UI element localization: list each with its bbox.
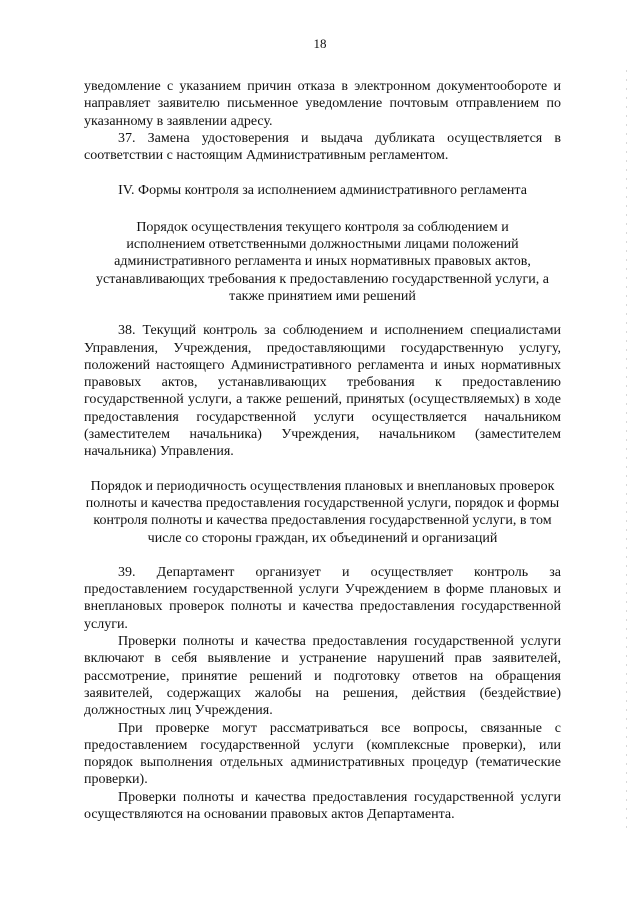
heading-current-control: Порядок осуществления текущего контроля за соблюдением и исполнением ответственными должностными лицами положений административного регламента и иных нормативных правовых актов, устанавливающих требования к предоставлению государственной услуги, а также принятием ими решений xyxy=(96,219,549,304)
paragraph-37: 37. Замена удостоверения и выдача дубликата осуществляется в соответствии с настоящим Административным регламентом. xyxy=(84,130,561,164)
section-title-iv: IV. Формы контроля за исполнением административного регламента xyxy=(118,183,527,199)
scan-edge-mark xyxy=(626,70,627,830)
document-body xyxy=(84,78,561,823)
paragraph-39-checks: Проверки полноты и качества предоставления государственной услуги включают в себя выявление и устранение нарушений прав заявителей, рассмотрение, принятие решений и подготовку ответов на обращения заявителей, содержащих жалобы на решения, действия (бездействие) должностных лиц Учреждения. xyxy=(84,634,561,719)
paragraph-39: 39. Департамент организует и осуществляет контроль за предоставлением государственной услуги Учреждением в форме плановых и внеплановых проверок полноты и качества предоставления государственной услуги. xyxy=(84,564,561,632)
paragraph-38: 38. Текущий контроль за соблюдением и исполнением специалистами Управления, Учреждения, предоставляющими государственную услугу, положений настоящего Административного регламента и иных нормативных правовых актов, устанавливающих требования к предоставлению государственной услуги, а также решений, принятых (осуществляемых) в ходе предоставления государственной услуги осуществляется начальником (заместителем начальника) Учреждения, начальником (заместителем начальника) Управления. xyxy=(84,323,561,460)
heading-inspections: Порядок и периодичность осуществления плановых и внеплановых проверок полноты и качества предоставления государственной услуги, порядок и формы контроля полноты и качества предоставления государственной услуги, в том числе со стороны граждан, их объединений и организаций xyxy=(85,478,560,546)
paragraph-39-basis: Проверки полноты и качества предоставления государственной услуги осуществляются на основании правовых актов Департамента. xyxy=(84,789,561,822)
page-number: 18 xyxy=(313,36,327,51)
paragraph-39-scope: При проверке могут рассматриваться все вопросы, связанные с предоставлением государственной услуги (комплексные проверки), или порядок выполнения отдельных административных процедур (тематические проверки). xyxy=(84,720,561,788)
paragraph-continuation: уведомление с указанием причин отказа в электронном документообороте и направляет заявителю письменное уведомление почтовым отправлением по указанному в заявлении адресу. xyxy=(84,79,561,129)
